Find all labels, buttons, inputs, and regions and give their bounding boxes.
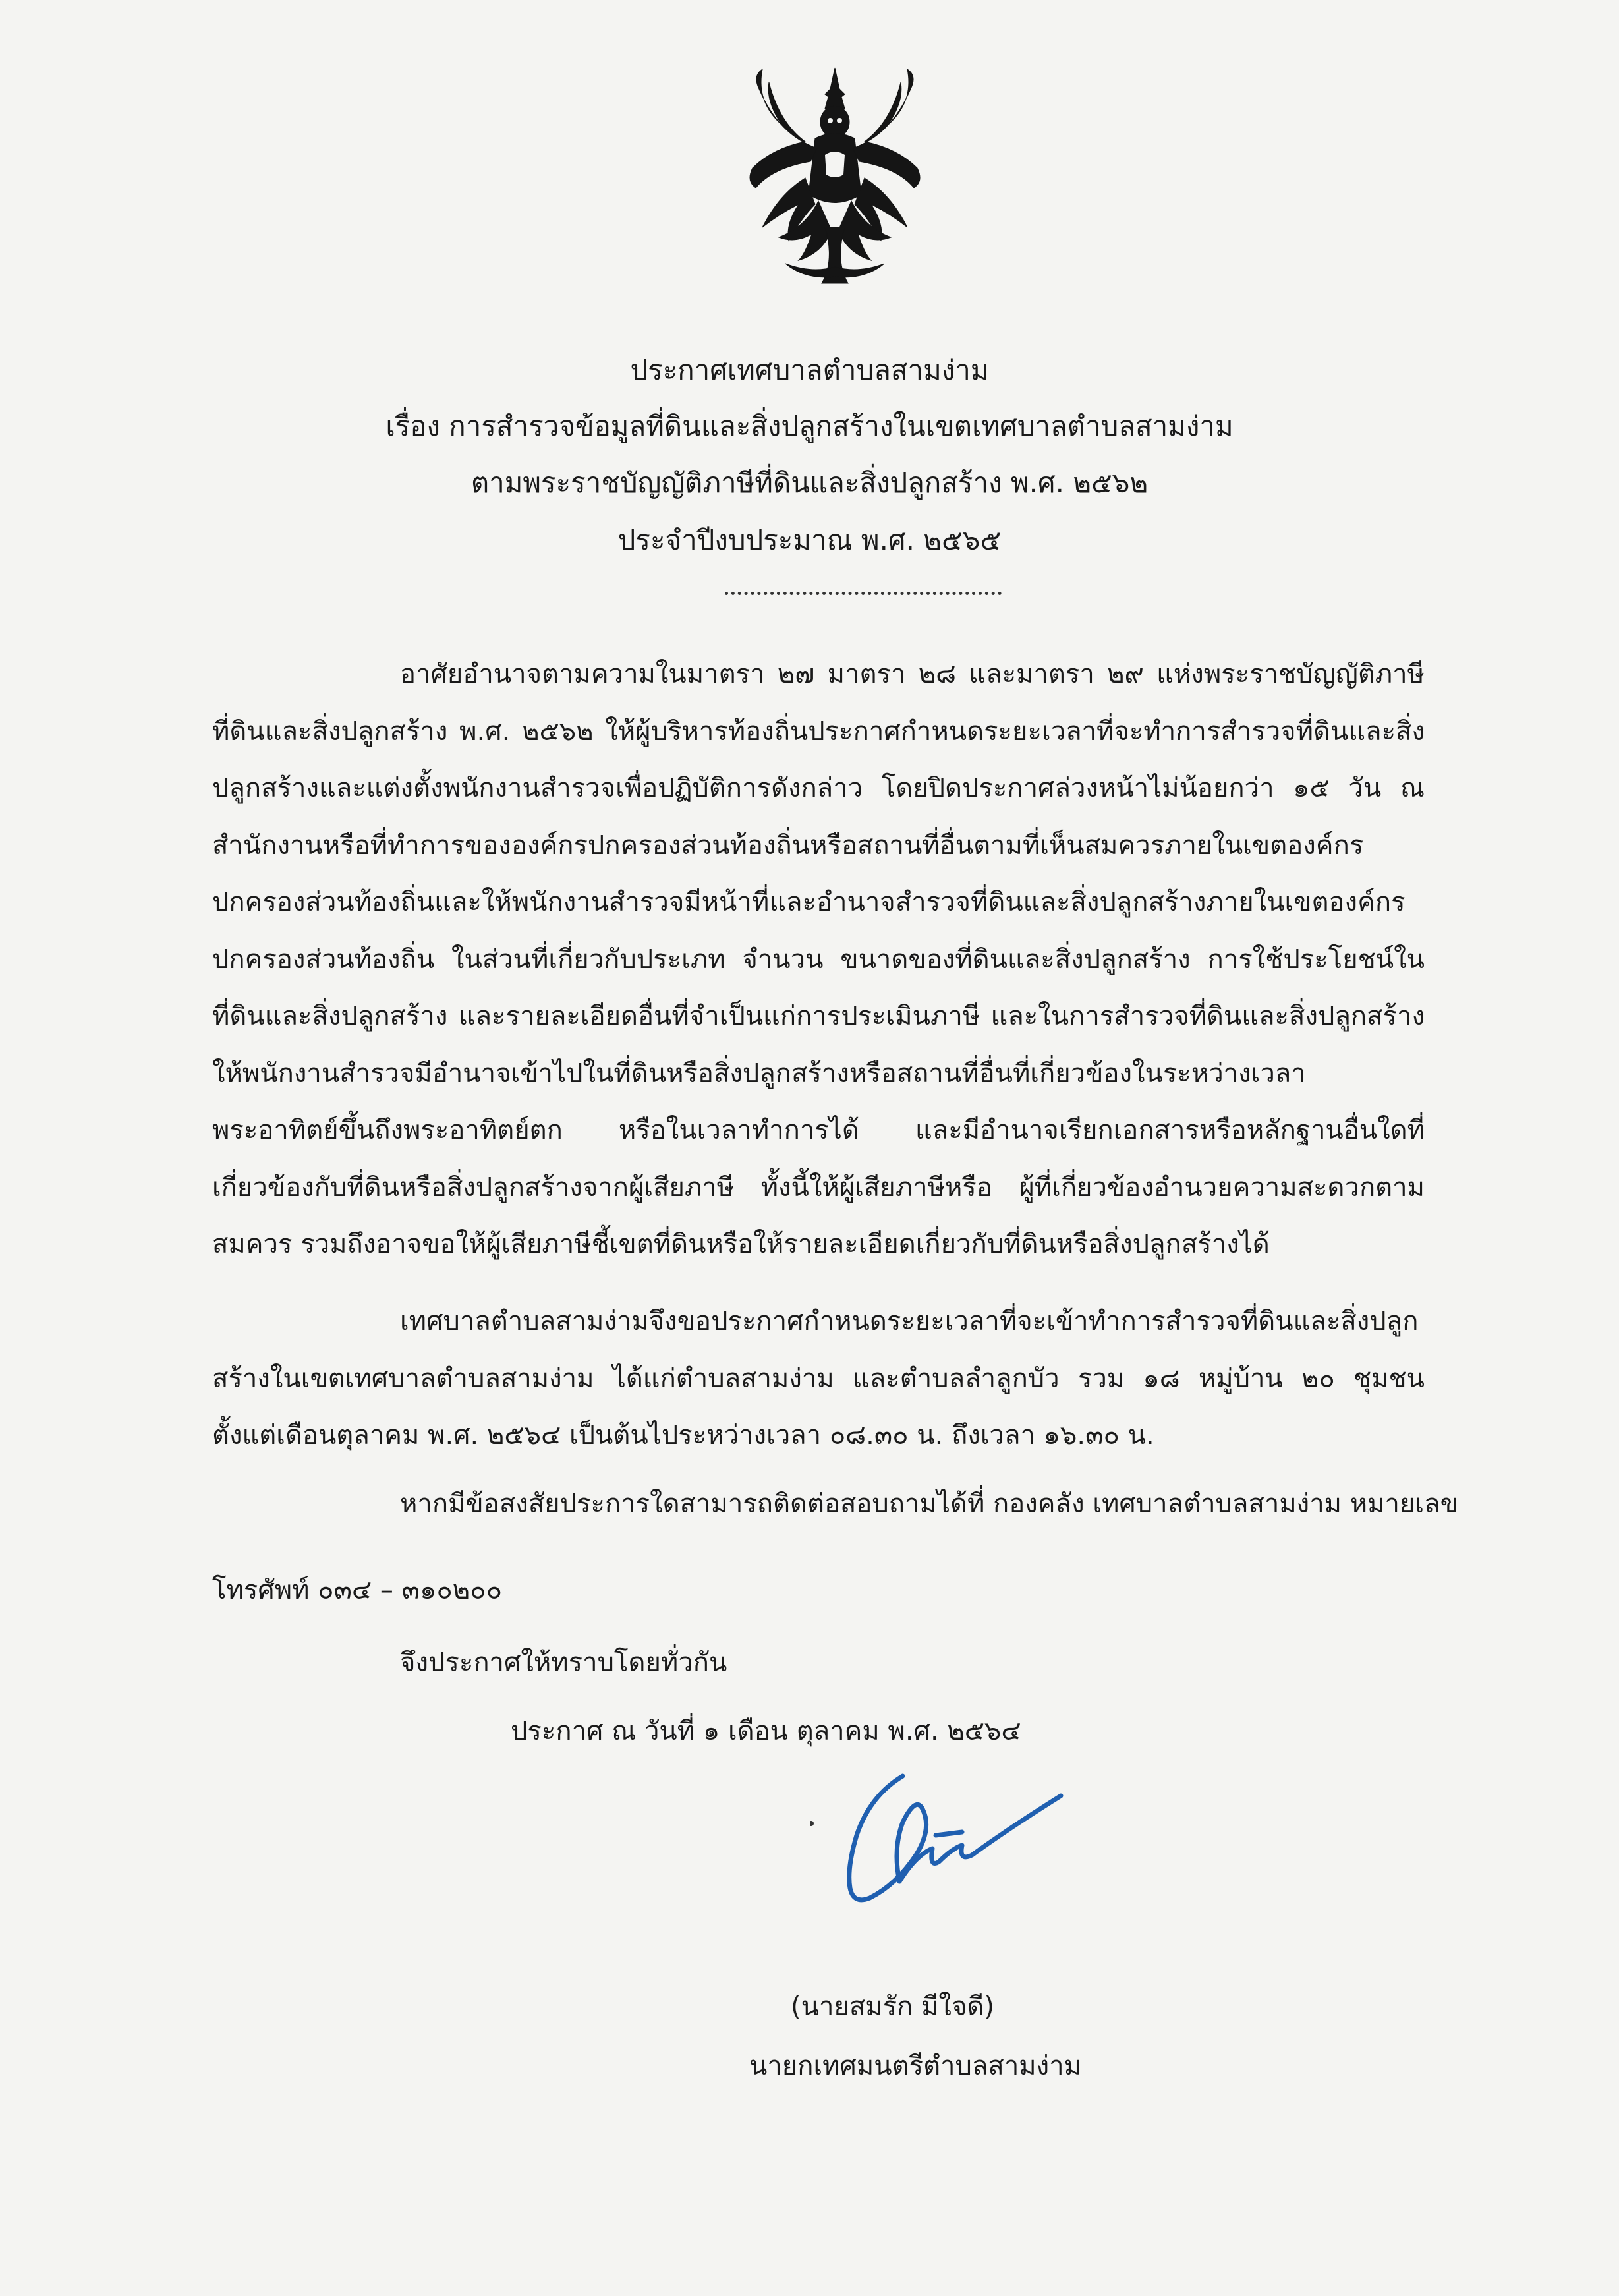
announcement-law-reference: ตามพระราชบัญญัติภาษีที่ดินและสิ่งปลูกสร้าง พ.ศ. ๒๕๖๒ <box>470 467 1149 499</box>
contact-phone: โทรศัพท์ ๐๓๔ – ๓๑๐๒๐๐ <box>212 1575 502 1605</box>
announce-statement: จึงประกาศให้ทราบโดยทั่วกัน <box>400 1648 727 1678</box>
dotted-divider <box>725 592 1002 595</box>
announcement-title: ประกาศเทศบาลตำบลสามง่าม <box>630 354 989 386</box>
announcement-fiscal-year: ประจำปีงบประมาณ พ.ศ. ๒๕๖๕ <box>617 524 1002 556</box>
garuda-emblem-icon <box>733 63 937 290</box>
announcement-date: ประกาศ ณ วันที่ ๑ เดือน ตุลาคม พ.ศ. ๒๕๖๔ <box>511 1716 1021 1746</box>
signature-image <box>810 1756 1074 1967</box>
signatory-position: นายกเทศมนตรีตำบลสามง่าม <box>749 2051 1082 2081</box>
announcement-subject: เรื่อง การสำรวจข้อมูลที่ดินและสิ่งปลูกสร้างในเขตเทศบาลตำบลสามง่าม <box>385 410 1234 442</box>
body-paragraph-authority: อาศัยอำนาจตามความในมาตรา ๒๗ มาตรา ๒๘ และมาตรา ๒๙ แห่งพระราชบัญญัติภาษีที่ดินและสิ่งปลูกสร้าง พ.ศ. ๒๕๖๒ ให้ผู้บริหารท้องถิ่นประกาศกำหนดระยะเวลาที่จะทำการสำรวจที่ดินและสิ่งปลูกสร้างและแต่งตั้งพนักงานสำรวจเพื่อปฏิบัติการดังกล่าว โดยปิดประกาศล่วงหน้าไม่น้อยกว่า ๑๕ วัน ณ สำนักงานหรือที่ทำการขององค์กรปกครองส่วนท้องถิ่นหรือสถานที่อื่นตามที่เห็นสมควรภายในเขตองค์กรปกครองส่วนท้องถิ่นและให้พนักงานสำรวจมีหน้าที่และอำนาจสำรวจที่ดินและสิ่งปลูกสร้างภายในเขตองค์กรปกครองส่วนท้องถิ่น ในส่วนที่เกี่ยวกับประเภท จำนวน ขนาดของที่ดินและสิ่งปลูกสร้าง การใช้ประโยชน์ในที่ดินและสิ่งปลูกสร้าง และรายละเอียดอื่นที่จำเป็นแก่การประเมินภาษี และในการสำรวจที่ดินและสิ่งปลูกสร้าง ให้พนักงานสำรวจมีอำนาจเข้าไปในที่ดินหรือสิ่งปลูกสร้างหรือสถานที่อื่นที่เกี่ยวข้องในระหว่างเวลาพระอาทิตย์ขึ้นถึงพระอาทิตย์ตก หรือในเวลาทำการได้ และมีอำนาจเรียกเอกสารหรือหลักฐานอื่นใดที่เกี่ยวข้องกับที่ดินหรือสิ่งปลูกสร้างจากผู้เสียภาษี ทั้งนี้ให้ผู้เสียภาษีหรือ ผู้ที่เกี่ยวข้องอำนวยความสะดวกตามสมควร รวมถึงอาจขอให้ผู้เสียภาษีชี้เขตที่ดินหรือให้รายละเอียดเกี่ยวกับที่ดินหรือสิ่งปลูกสร้างได้ <box>212 659 1425 1259</box>
signatory-name: (นายสมรัก มีใจดี) <box>791 1992 994 2022</box>
body-paragraph-schedule: เทศบาลตำบลสามง่ามจึงขอประกาศกำหนดระยะเวลาที่จะเข้าทำการสำรวจที่ดินและสิ่งปลูกสร้างในเขตเทศบาลตำบลสามง่าม ได้แก่ตำบลสามง่าม และตำบลลำลูกบัว รวม ๑๘ หมู่บ้าน ๒๐ ชุมชน ตั้งแต่เดือนตุลาคม พ.ศ. ๒๕๖๔ เป็นต้นไประหว่างเวลา ๐๘.๓๐ น. ถึงเวลา ๑๖.๓๐ น. <box>212 1306 1425 1450</box>
body-paragraph-contact: หากมีข้อสงสัยประการใดสามารถติดต่อสอบถามได้ที่ กองคลัง เทศบาลตำบลสามง่าม หมายเลข <box>400 1489 1458 1519</box>
